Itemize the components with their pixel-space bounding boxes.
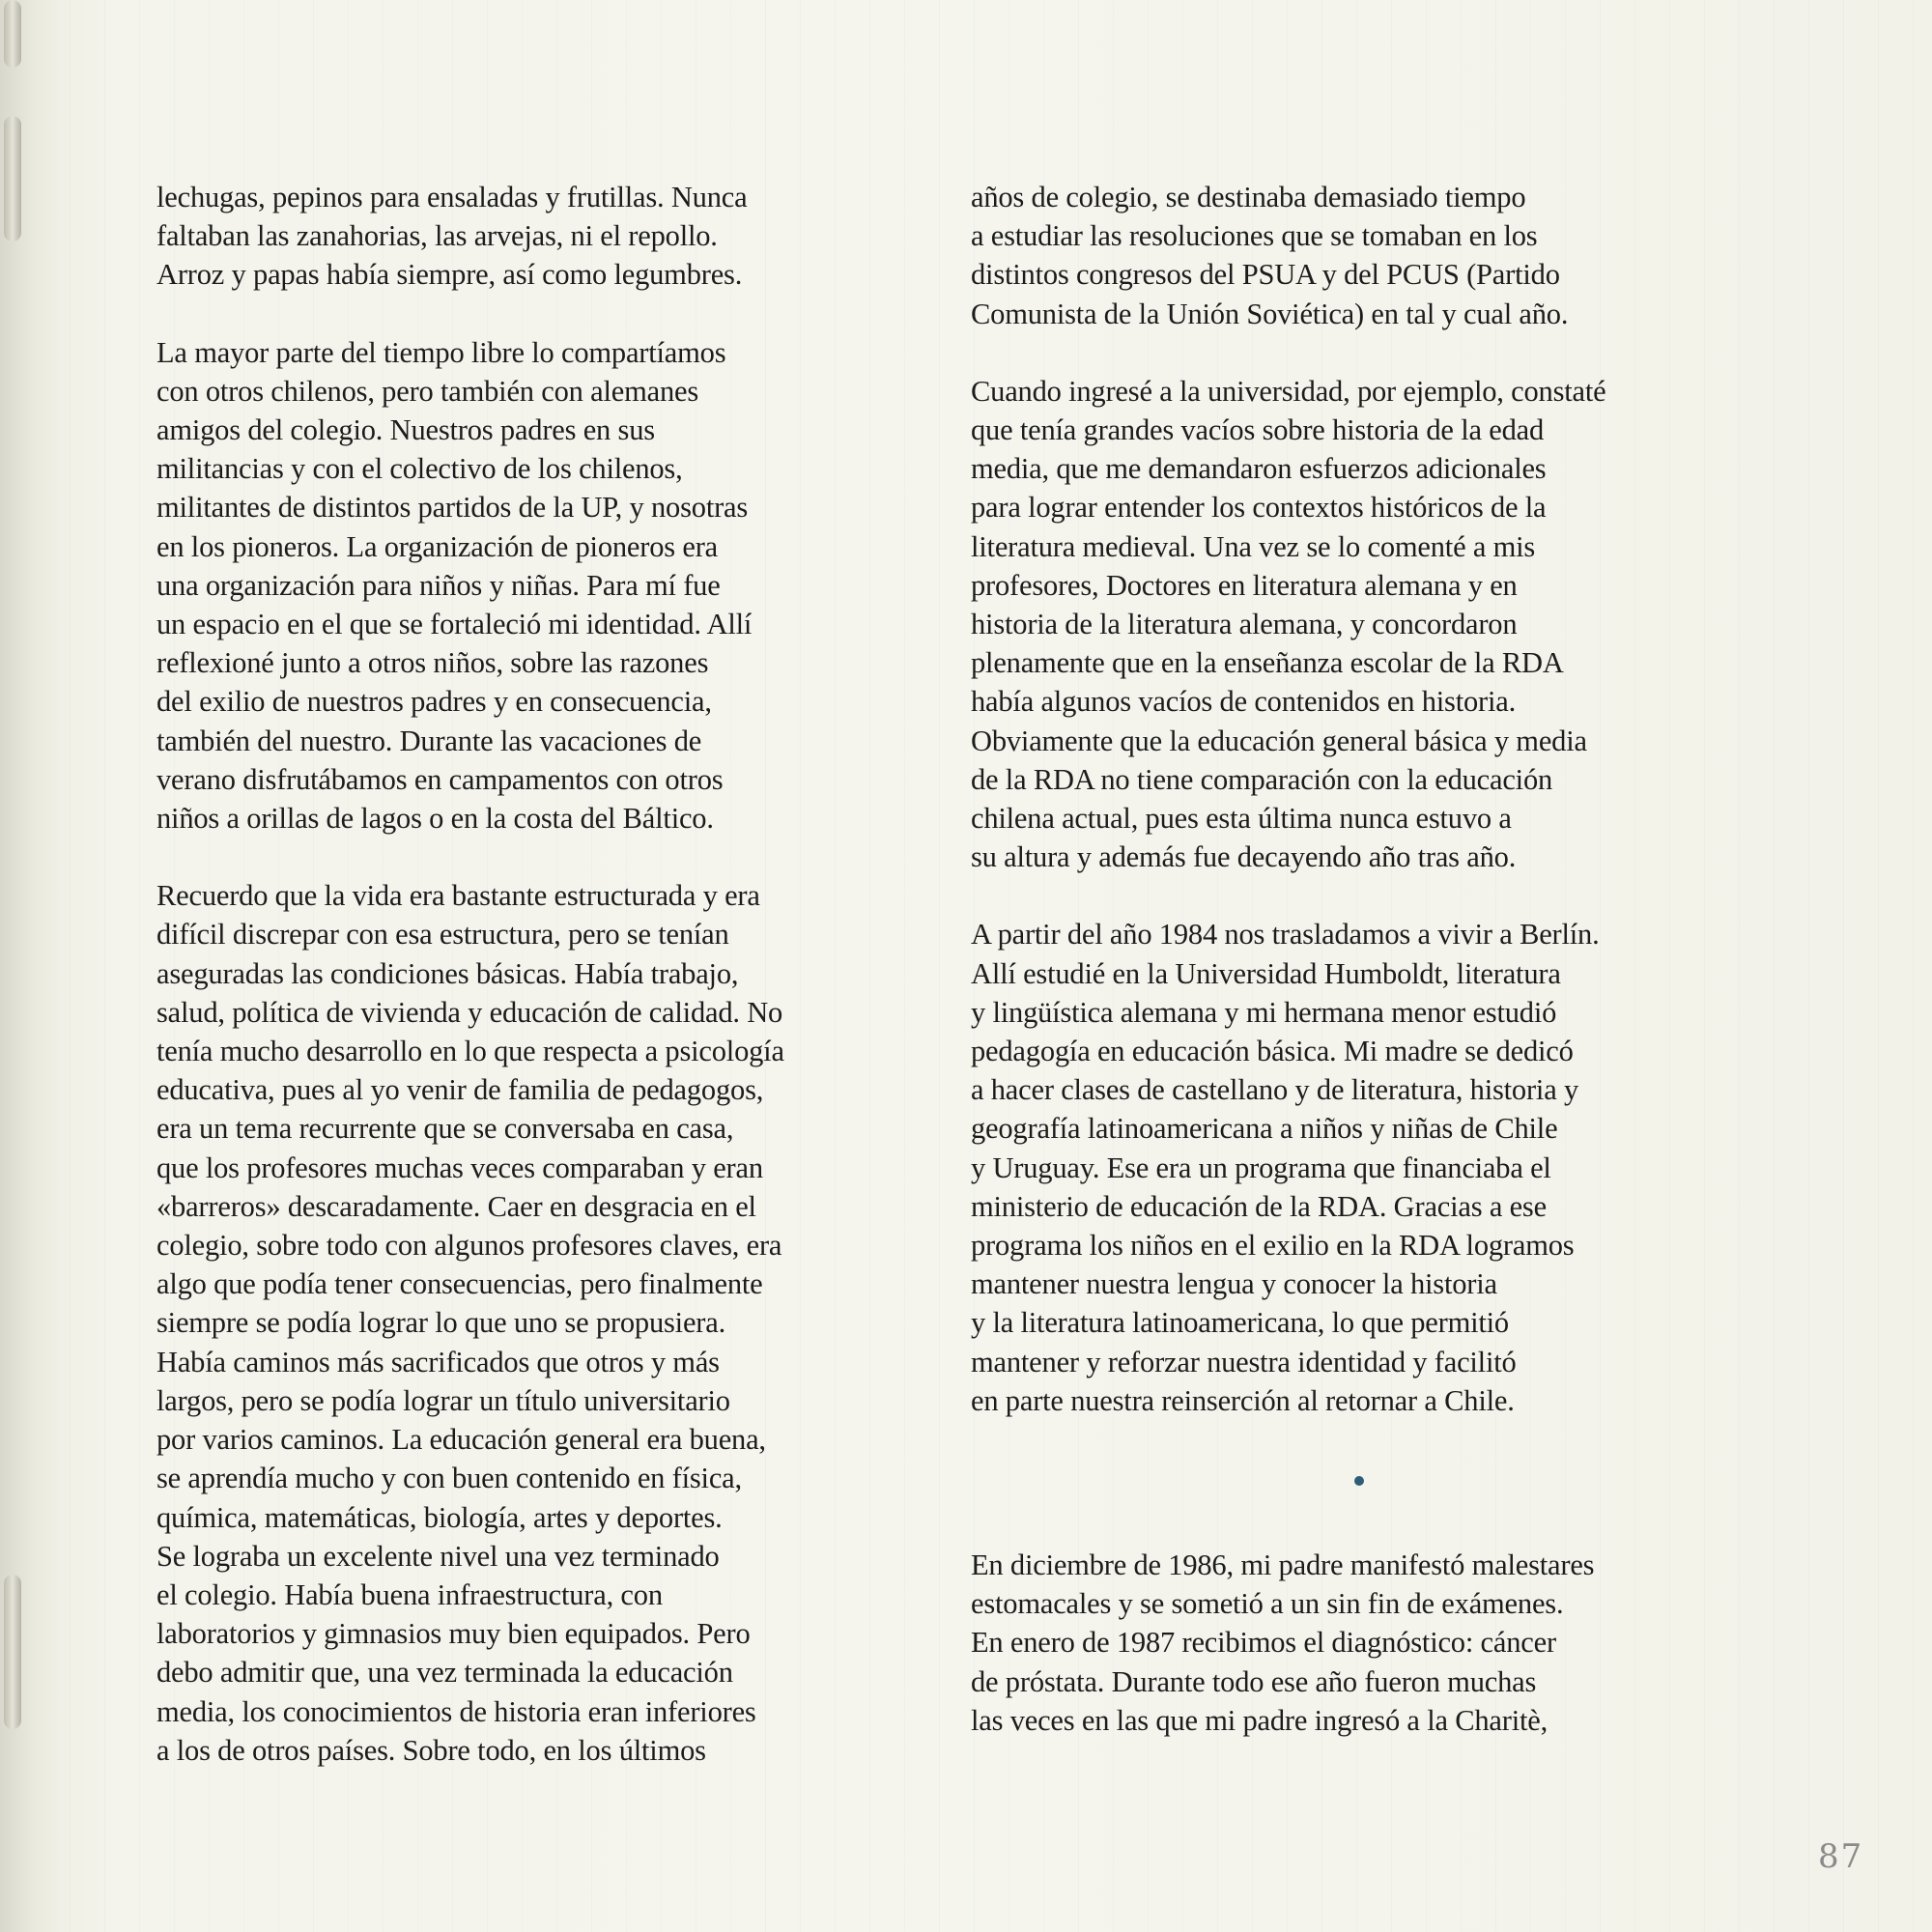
page-number: 87 bbox=[1818, 1837, 1864, 1876]
binding-stitch bbox=[4, 116, 21, 242]
right-column-continuation bbox=[971, 1546, 1763, 1740]
left-paragraph-2: La mayor parte del tiempo libre lo compartíamos con otros chilenos, pero también con alemanes amigos del colegio. Nuestros padres en sus militancias y con el colectivo de los chilenos, militantes de distintos partidos de la UP, y nosotras en los pioneros. La organización de pioneros era una organización para niños y niñas. Para mí fue un espacio en el que se fortaleció mi identidad. Allí reflexioné junto a otros niños, sobre las razones del exilio de nuestros padres y en consecuencia, también del nuestro. Durante las vacaciones de verano disfrutábamos en campamentos con otros niños a orillas de lagos o en la costa del Báltico. bbox=[156, 335, 753, 836]
right-paragraph-3: A partir del año 1984 nos trasladamos a vivir a Berlín. Allí estudié en la Universidad Humboldt, literatura y lingüística alemana y mi hermana menor estudió pedagogía en educación básica. Mi madre se dedicó a hacer clases de castellano y de literatura, historia y geografía latinoamericana a niños y niñas de Chile y Uruguay. Ese era un programa que financiaba el ministerio de educación de la RDA. Gracias a ese programa los niños en el exilio en la RDA logramos mantener nuestra lengua y conocer la historia y la literatura latinoamericana, lo que permitió mantener y reforzar nuestra identidad y facilitó en parte nuestra reinserción al retornar a Chile. bbox=[971, 918, 1600, 1417]
right-column bbox=[971, 178, 1763, 1420]
right-paragraph-4: En diciembre de 1986, mi padre manifestó malestares estomacales y se sometió a un sin fin de exámenes. En enero de 1987 recibimos el diagnóstico: cáncer de próstata. Durante todo ese año fueron muchas las veces en las que mi padre ingresó a la Charitè, bbox=[971, 1548, 1595, 1737]
binding-stitch bbox=[4, 1575, 21, 1729]
right-paragraph-2: Cuando ingresé a la universidad, por ejemplo, constaté que tenía grandes vacíos sobre historia de la edad media, que me demandaron esfuerzos adicionales para lograr entender los contextos históricos de la literatura medieval. Una vez se lo comenté a mis profesores, Doctores en literatura alemana y en historia de la literatura alemana, y concordaron plenamente que en la enseñanza escolar de la RDA había algunos vacíos de contenidos en historia. Obviamente que la educación general básica y media de la RDA no tiene comparación con la educación chilena actual, pues esta última nunca estuvo a su altura y además fue decayendo año tras año. bbox=[971, 374, 1606, 874]
binding-stitch bbox=[4, 0, 21, 68]
left-paragraph-3: Recuerdo que la vida era bastante estructurada y era difícil discrepar con esa estructura, pero se tenían aseguradas las condiciones básicas. Había trabajo, salud, política de vivienda y educación de calidad. No tenía mucho desarrollo en lo que respecta a psicología educativa, pues al yo venir de familia de pedagogos, era un tema recurrente que se conversaba en casa, que los profesores muchas veces comparaban y eran «barreros» descaradamente. Caer en desgracia en el colegio, sobre todo con algunos profesores claves, era algo que podía tener consecuencias, pero finalmente siempre se podía lograr lo que uno se propusiera. Había caminos más sacrificados que otros y más largos, pero se podía lograr un título universitario por varios caminos. La educación general era buena, se aprendía mucho y con buen contenido en física, química, matemáticas, biología, artes y deportes. Se lograba un excelente nivel una vez terminado el colegio. Había buena infraestructura, con laboratorios y gimnasios muy bien equipados. Pero debo admitir que, una vez terminada la educación media, los conocimientos de historia eran inferiores a los de otros países. Sobre todo, en los últimos bbox=[156, 879, 784, 1767]
book-binding bbox=[0, 0, 58, 1932]
left-column bbox=[156, 178, 900, 1770]
left-paragraph-1: lechugas, pepinos para ensaladas y frutillas. Nunca faltaban las zanahorias, las arvejas, ni el repollo. Arroz y papas había siempre, así como legumbres. bbox=[156, 181, 748, 292]
right-paragraph-1: años de colegio, se destinaba demasiado tiempo a estudiar las resoluciones que se tomaban en los distintos congresos del PSUA y del PCUS (Partido Comunista de la Unión Soviética) en tal y cual año. bbox=[971, 181, 1569, 330]
section-divider-dot bbox=[1354, 1476, 1364, 1486]
